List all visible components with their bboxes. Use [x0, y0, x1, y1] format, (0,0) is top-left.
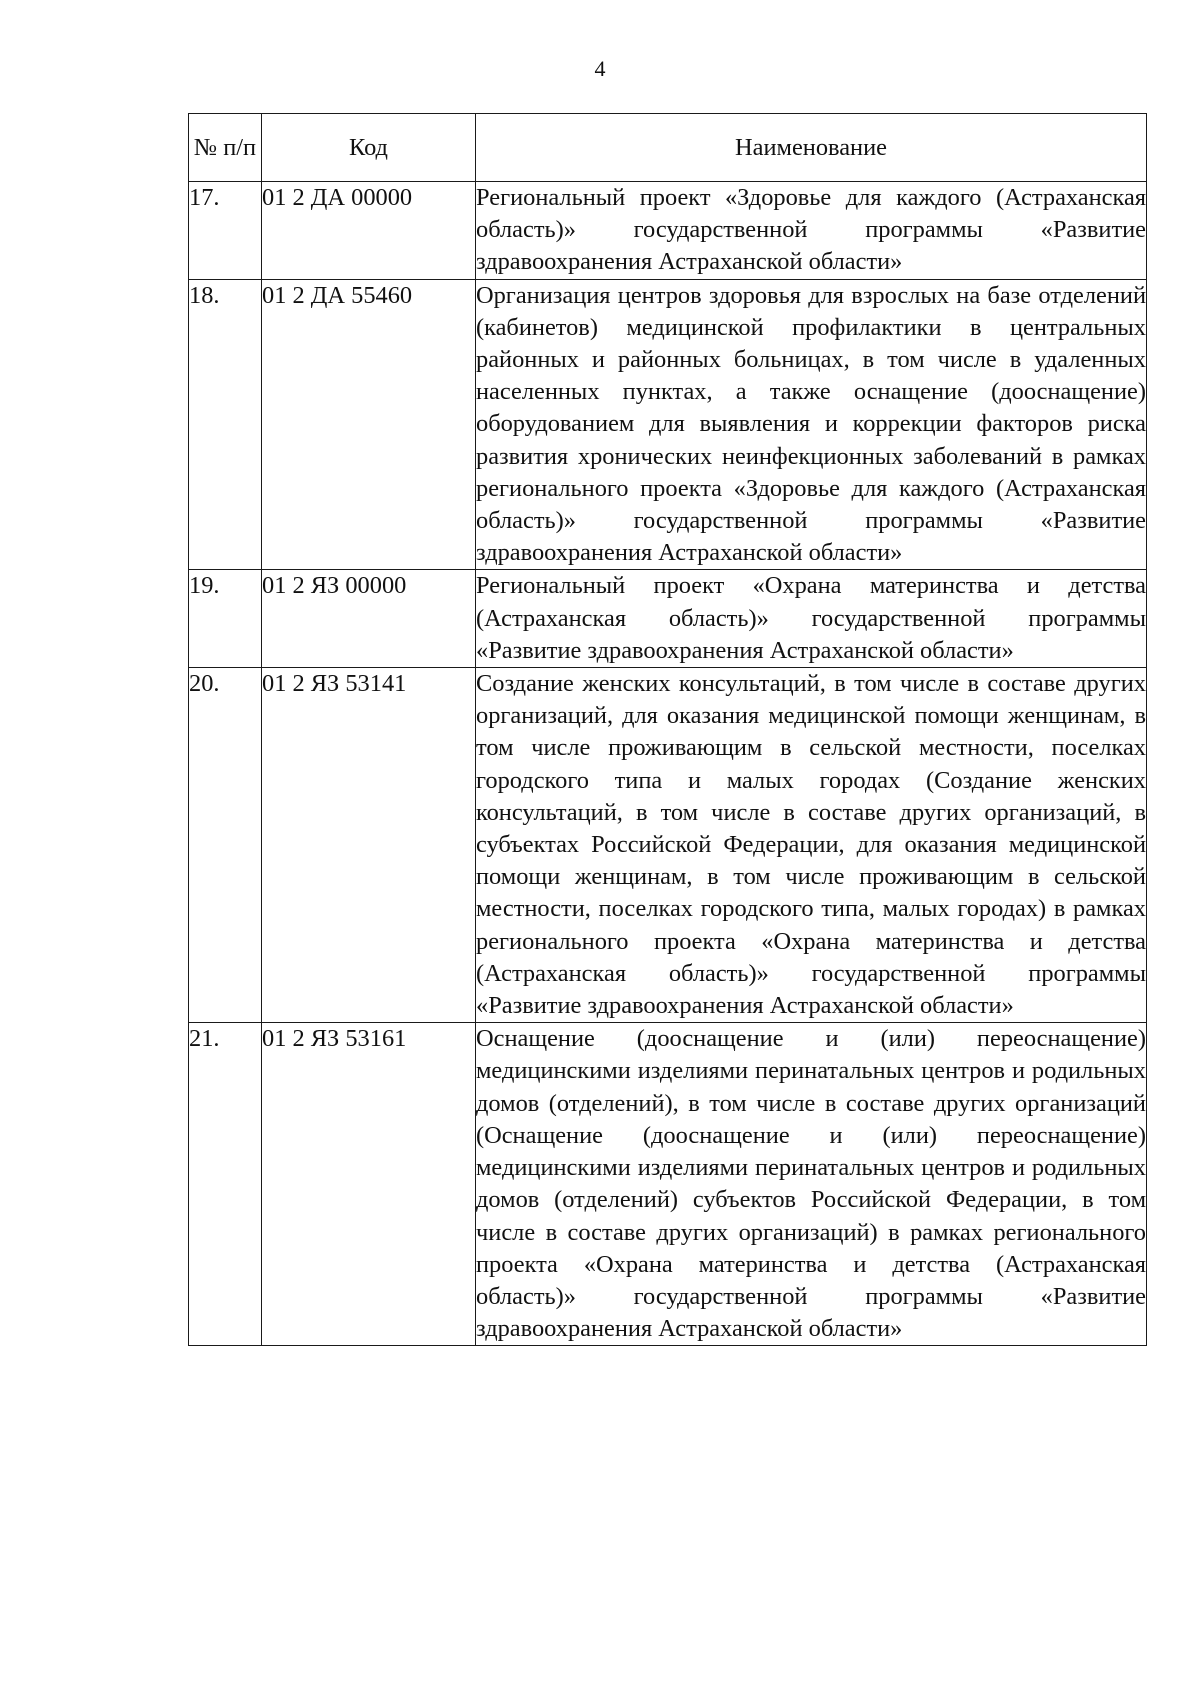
row-name: Оснащение (дооснащение и (или) переоснащение) медицинскими изделиями перинатальных центров и родильных домов (отделений), в том числе в составе других организаций (Оснащение (дооснащение и (или) переоснащение) медицинскими изделиями перинатальных центров и родильных домов (отделений) субъектов Российской Федерации, в том числе в составе других организаций) в рамках регионального проекта «Охрана материнства и детства (Астраханская область)» государственной программы «Развитие здравоохранения Астраханской области» — [476, 1023, 1147, 1346]
table-row — [189, 182, 1147, 280]
table-row — [189, 570, 1147, 668]
table-row — [189, 279, 1147, 570]
table-header-row — [189, 114, 1147, 182]
row-number: 21. — [189, 1023, 262, 1346]
column-header-name: Наименование — [476, 114, 1147, 182]
table-row — [189, 1023, 1147, 1346]
budget-classification-table — [188, 113, 1147, 1346]
row-code: 01 2 ДА 55460 — [262, 279, 476, 570]
row-number: 17. — [189, 182, 262, 280]
row-code: 01 2 ЯЗ 53141 — [262, 668, 476, 1023]
row-name: Региональный проект «Охрана материнства и детства (Астраханская область)» государственной программы «Развитие здравоохранения Астраханской области» — [476, 570, 1147, 668]
row-name: Создание женских консультаций, в том числе в составе других организаций, для оказания медицинской помощи женщинам, в том числе проживающим в сельской местности, поселках городского типа и малых городах (Создание женских консультаций, в том числе в составе других организаций, в субъектах Российской Федерации, для оказания медицинской помощи женщинам, в том числе проживающим в сельской местности, поселках городского типа, малых городах) в рамках регионального проекта «Охрана материнства и детства (Астраханская область)» государственной программы «Развитие здравоохранения Астраханской области» — [476, 668, 1147, 1023]
row-number: 18. — [189, 279, 262, 570]
row-name: Региональный проект «Здоровье для каждого (Астраханская область)» государственной программы «Развитие здравоохранения Астраханской области» — [476, 182, 1147, 280]
page-number: 4 — [594, 56, 606, 81]
row-number: 19. — [189, 570, 262, 668]
row-number: 20. — [189, 668, 262, 1023]
row-name: Организация центров здоровья для взрослых на базе отделений (кабинетов) медицинской профилактики в центральных районных и районных больницах, в том числе в удаленных населенных пунктах, а также оснащение (дооснащение) оборудованием для выявления и коррекции факторов риска развития хронических неинфекционных заболеваний в рамках регионального проекта «Здоровье для каждого (Астраханская область)» государственной программы «Развитие здравоохранения Астраханской области» — [476, 279, 1147, 570]
column-header-number: № п/п — [189, 114, 262, 182]
row-code: 01 2 ЯЗ 00000 — [262, 570, 476, 668]
row-code: 01 2 ЯЗ 53161 — [262, 1023, 476, 1346]
column-header-code: Код — [262, 114, 476, 182]
table-row — [189, 668, 1147, 1023]
row-code: 01 2 ДА 00000 — [262, 182, 476, 280]
